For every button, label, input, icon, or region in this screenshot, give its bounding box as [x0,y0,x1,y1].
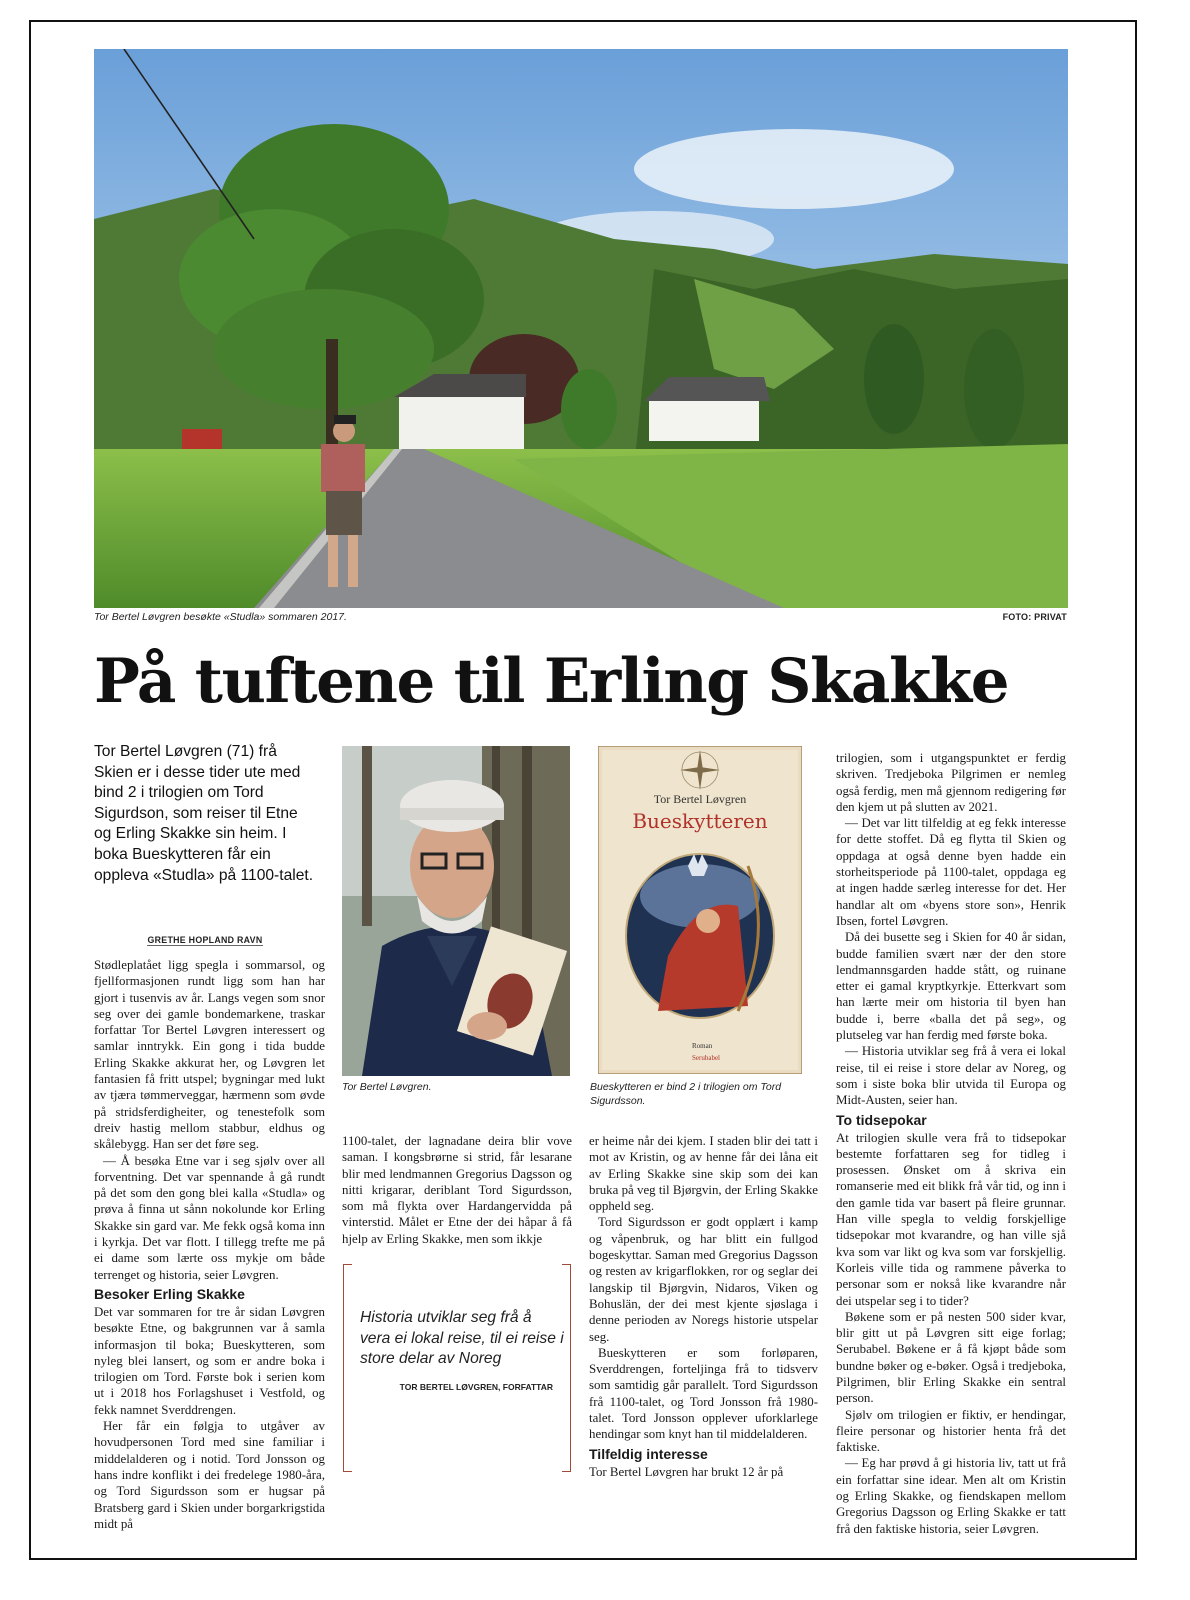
column-1 [94,957,325,1532]
author-portrait-photo [342,746,570,1076]
portrait-caption: Tor Bertel Løvgren. [342,1081,432,1093]
paragraph: At trilogien skulle vera frå to tidsepokar bestemte forfattaren seg for tidleg i prosessen. Ønsket om å skriva ein romanserie med eit blikk frå vår tid, og inn i den gamle tida var basert på fleire grunnar. Han ville spegla to veldig forskjellige tidsepokar mot kvarandre, og han ville sjå kva som var likt og kva som var forskjellig. Korleis ville tida og rammene påverka to personar som er nokså like kvarandre når dei utspelar seg i to tider? [836,1130,1066,1308]
column-4 [836,750,1066,1537]
paragraph: — Å besøka Etne var i seg sjølv over all forventning. Det var spennande å gå rundt på det som den gong blei kalla «Studla» og prøva å finna ut sånn nokolunde kor Erling Skakke sin gard var. Me fekk også koma inn i kyrkja. Det var flott. I tillegg trefte me på ei dame som lærte oss mykje om både terrenget og historia, seier Løvgren. [94,1153,325,1282]
hero-photo-caption: Tor Bertel Løvgren besøkte «Studla» sommaren 2017. [94,611,347,623]
ingress: Tor Bertel Løvgren (71) frå Skien er i desse tider ute med bind 2 i trilogien om Tord Sigurdson, som reiser til Etne og Erling Skakke sin heim. I boka Bueskytteren får ein oppleva «Studla» på 1100-talet. [94,743,314,884]
paragraph: — Det var litt tilfeldig at eg fekk interesse for dette stoffet. Då eg flytta til Skien og oppdaga at også denne byen hadde ein storheitsperiode på 1100-talet, oppdaga eg at ingen hadde særleg interesse for det. Her handlar alt om «byens store son», Henrik Ibsen, fortel Løvgren. [836,816,1066,928]
paragraph: 1100-talet, der lagnadane deira blir vove saman. I kongsbrørne si strid, får lesarane blir med lendmannen Gregorius Dagsson og nitti krigarar, deriblant Tord Sigurdsson, som må flykta over Hardangervidda på vinterstid. Målet er Etne der dei håpar å få hjelp av Erling Skakke, men som ikkje [342,1134,572,1246]
column-3 [589,1133,818,1480]
paragraph: er heime når dei kjem. I staden blir dei tatt i mot av Kristin, og av henne får dei låna eit av Erling Skakke sine skip som dei kan bruka på veg til Bjørgvin, der Erling Skakke oppheld seg. [589,1134,818,1214]
photo-credit: FOTO: PRIVAT [1002,612,1067,622]
hero-photo [94,49,1068,608]
paragraph: Her får ein følgja to utgåver av hovudpersonen Tord med sine familiar i middelalderen og i notid. Tord Jonsson og hans indre konflikt i dei fredelege 1980-åra, og Tord Sigurdsson som er hugsar på Bratsberg gard i Skien under borgarkrigstida midt på [94,1419,325,1531]
subheading: To tidsepokar [836,1111,927,1128]
paragraph: Tor Bertel Løvgren har brukt 12 år på [589,1464,784,1479]
paragraph: Sjølv om trilogien er fiktiv, er hendingar, fleire personar og historier henta frå det faktiske. [836,1407,1066,1455]
subheading: Besoker Erling Skakke [94,1285,245,1302]
byline [94,935,316,945]
paragraph: — Historia utviklar seg frå å vera ei lokal reise, til ei reise i store delar av Noreg, og som i siste boka blir utvida til Europa og Midt-Austen, seier han. [836,1044,1066,1108]
book-author: Tor Bertel Løvgren [653,792,747,806]
paragraph: Tord Sigurdsson er godt opplært i kamp og våpenbruk, og har blitt ein fullgod bogeskyttar. Saman med Gregorius Dagsson og resten av krigarflokken, ror og seglar dei langskip til Bjørgvin, Nidaros, Viken og Bohuslän, der dei mest kjente sjøslaga i denne perioden av Noregs historie utspelar seg. [589,1215,818,1344]
book-caption: Bueskytteren er bind 2 i trilogien om Tord Sigurdsson. [590,1081,782,1107]
book-publisher: Serubabel [692,1054,720,1062]
subheading: Tilfeldig interesse [589,1445,708,1462]
pull-quote-text: Historia utviklar seg frå å vera ei lokal reise, til ei reise i store delar av Noreg [360,1309,564,1368]
paragraph: Stødleplatået ligg spegla i sommarsol, og fjellformasjonen rundt ligg som han har gjort i tusenvis av år. Langs vegen som snor seg over dei gamle bondemarkene, traskar forfattar Tor Bertel Løvgren interessert og samlar inntrykk. Ein gong i tida budde Erling Skakke akkurat her, og Løvgren let fantasien få fritt utspel; bygningar med lukt av tjæra tømmerveggar, hærmenn som øvde på stridsferdigheiter, og tenestefolk som dreiv hastig mellom stabbur, eldhus og skålebygg. Han ser det føre seg. [94,958,325,1152]
byline-name: GRETHE HOPLAND RAVN [147,935,263,945]
pull-quote-attribution: TOR BERTEL LØVGREN, FORFATTAR [399,1382,553,1392]
paragraph: Bøkene som er på nesten 500 sider kvar, blir gitt ut på Løvgren sitt eige forlag; Serubabel. Bøkene er å få kjøpt både som bundne bøker og e-bøker. Også i tredjeboka, Pilgrimen, blir Erling Skakke ein sentral person. [836,1309,1066,1406]
quote-bracket-left [343,1264,352,1472]
book-genre: Roman [692,1042,713,1050]
headline: På tuftene til Erling Skakke [94,646,1009,717]
paragraph: Bueskytteren er som forløparen, Sverddrengen, forteljinga frå to tidsverv som samtidig går parallelt. Tord Sigurdsson frå 1100-talet, og Tord Jonsson frå 1980-talet. Tord Jonsson opplever uforklarlege hendingar som knyt han til middelalderen. [589,1345,818,1442]
book-title: Bueskytteren [632,809,768,833]
pull-quote [343,1264,571,1476]
paragraph: Då dei busette seg i Skien for 40 år sidan, budde familien svært nær der den store lendmannsgarden hadde stått, og ruinane etter ei gamal kryptkyrkje. Etterkvart som han lærte meir om historia til byen han budde i, berre «balla det på seg», og plutseleg var han ferdig med første boka. [836,930,1066,1043]
book-cover [598,746,802,1074]
column-2 [342,1133,572,1247]
paragraph: trilogien, som i utgangspunktet er ferdig skriven. Tredjeboka Pilgrimen er nemleg også ferdig, men må gjennom redigering før den kjem ut på slutten av 2021. [836,751,1066,814]
paragraph: — Eg har prøvd å gi historia liv, tatt ut frå ein forfattar sine idear. Men alt om Kristin og Erling Skakke, og fiendskapen mellom Gregorius Dagsson og Erling Skakke er tatt frå den faktiske historia, seier Løvgren. [836,1456,1066,1536]
paragraph: Det var sommaren for tre år sidan Løvgren besøkte Etne, og bakgrunnen var å samla informasjon til boka; Bueskytteren, som nyleg blei lansert, og som er andre boka i trilogien om Tord. Første bok i serien kom ut i 2018 hos Forlagshuset i Vestfold, og fekk namnet Sverddrengen. [94,1304,325,1417]
